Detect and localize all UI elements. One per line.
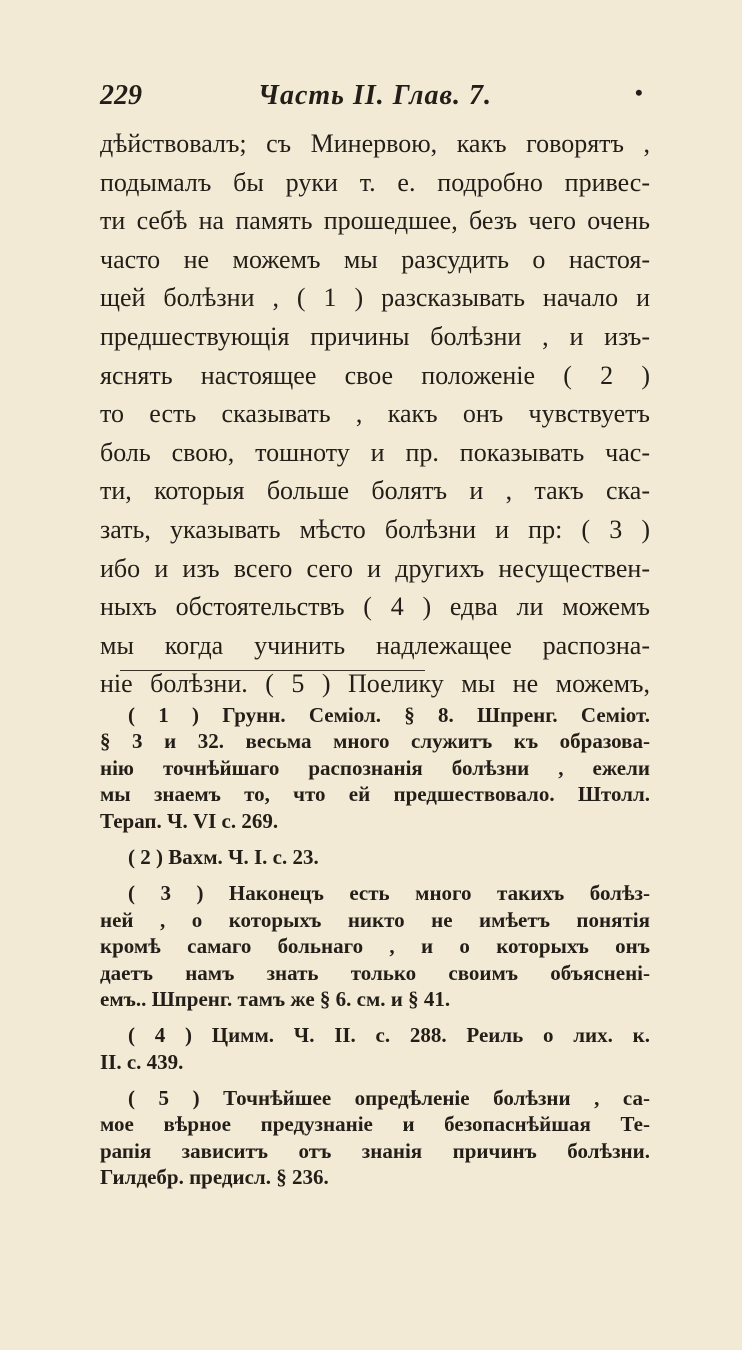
text-line: яснять настоящее свое положеніе ( 2 ) [100,360,650,390]
main-text [100,125,650,704]
text-line: ніе болѣзни. ( 5 ) Поелику мы не можемъ, [100,669,650,699]
text-line: предшествующія причины болѣзни , и изъ- [100,321,650,351]
footnotes [100,702,650,1201]
text-line: ибо и изъ всего сего и другихъ несуществен- [100,553,650,583]
footnote-line: ( 4 ) Цимм. Ч. II. с. 288. Реиль о лих. к. [128,1023,650,1048]
footnote-line: ( 3 ) Наконецъ есть много такихъ болѣз- [128,881,650,906]
text-line: ти себѣ на память прошедшее, безъ чего очень [100,206,650,236]
footnote-line: мы знаемъ то, что ей предшествовало. Штолл. [100,782,650,807]
footnote-line: ( 1 ) Грунн. Семіол. § 8. Шпренг. Семіот. [128,703,650,727]
footnote-4 [100,1022,650,1075]
header-mark: • [635,80,643,105]
footnote-line: ( 2 ) Вахм. Ч. I. с. 23. [128,844,319,869]
footnote-3 [100,880,650,1012]
text-line: дѣйствовалъ; съ Минервою, какъ говорятъ , [100,129,650,158]
page-number: 229 [100,80,142,111]
page-header [100,80,643,120]
footnote-1 [100,702,650,834]
footnote-2 [100,844,650,870]
footnote-line: даетъ намъ знать только своимъ объяснені- [100,960,650,985]
text-line: зать, указывать мѣсто болѣзни и пр: ( 3 ) [100,514,650,544]
footnote-line: емъ.. Шпренг. тамъ же § 6. см. и § 41. [100,986,451,1011]
text-line: подымалъ бы руки т. е. подробно привес- [100,167,650,197]
footnote-divider [120,670,425,671]
footnote-line: Терап. Ч. VI с. 269. [100,808,279,833]
text-line: часто не можемъ мы разсудить о настоя- [100,244,650,274]
footnote-line: кромѣ самаго больнаго , и о которыхъ онъ [100,934,650,959]
text-line: ныхъ обстоятельствъ ( 4 ) едва ли можемъ [100,592,650,622]
footnote-line: Гилдебр. предисл. § 236. [100,1165,329,1190]
footnote-line: § 3 и 32. весьма много служитъ къ образова- [100,729,650,754]
text-line: мы когда учинить надлежащее распозна- [100,630,650,660]
footnote-line: II. с. 439. [100,1049,184,1074]
footnote-5 [100,1085,650,1191]
footnote-line: ней , о которыхъ никто не имѣетъ понятія [100,907,650,932]
text-line: ти, которыя больше болятъ и , такъ ска- [100,476,650,506]
footnote-line: рапія зависитъ отъ знанія причинъ болѣзни. [100,1138,650,1163]
footnote-line: ( 5 ) Точнѣйшее опредѣленіе болѣзни , са- [128,1086,650,1111]
text-line: то есть сказывать , какъ онъ чувствуетъ [100,399,650,429]
footnote-line: мое вѣрное предузнаніе и безопаснѣйшая Те- [100,1112,650,1137]
running-head: Часть II. Глав. 7. [258,80,493,111]
footnote-line: нію точнѣйшаго распознанія болѣзни , ежели [100,755,650,780]
text-line: щей болѣзни , ( 1 ) разсказывать начало и [100,283,650,313]
text-line: боль свою, тошноту и пр. показывать час- [100,437,650,467]
